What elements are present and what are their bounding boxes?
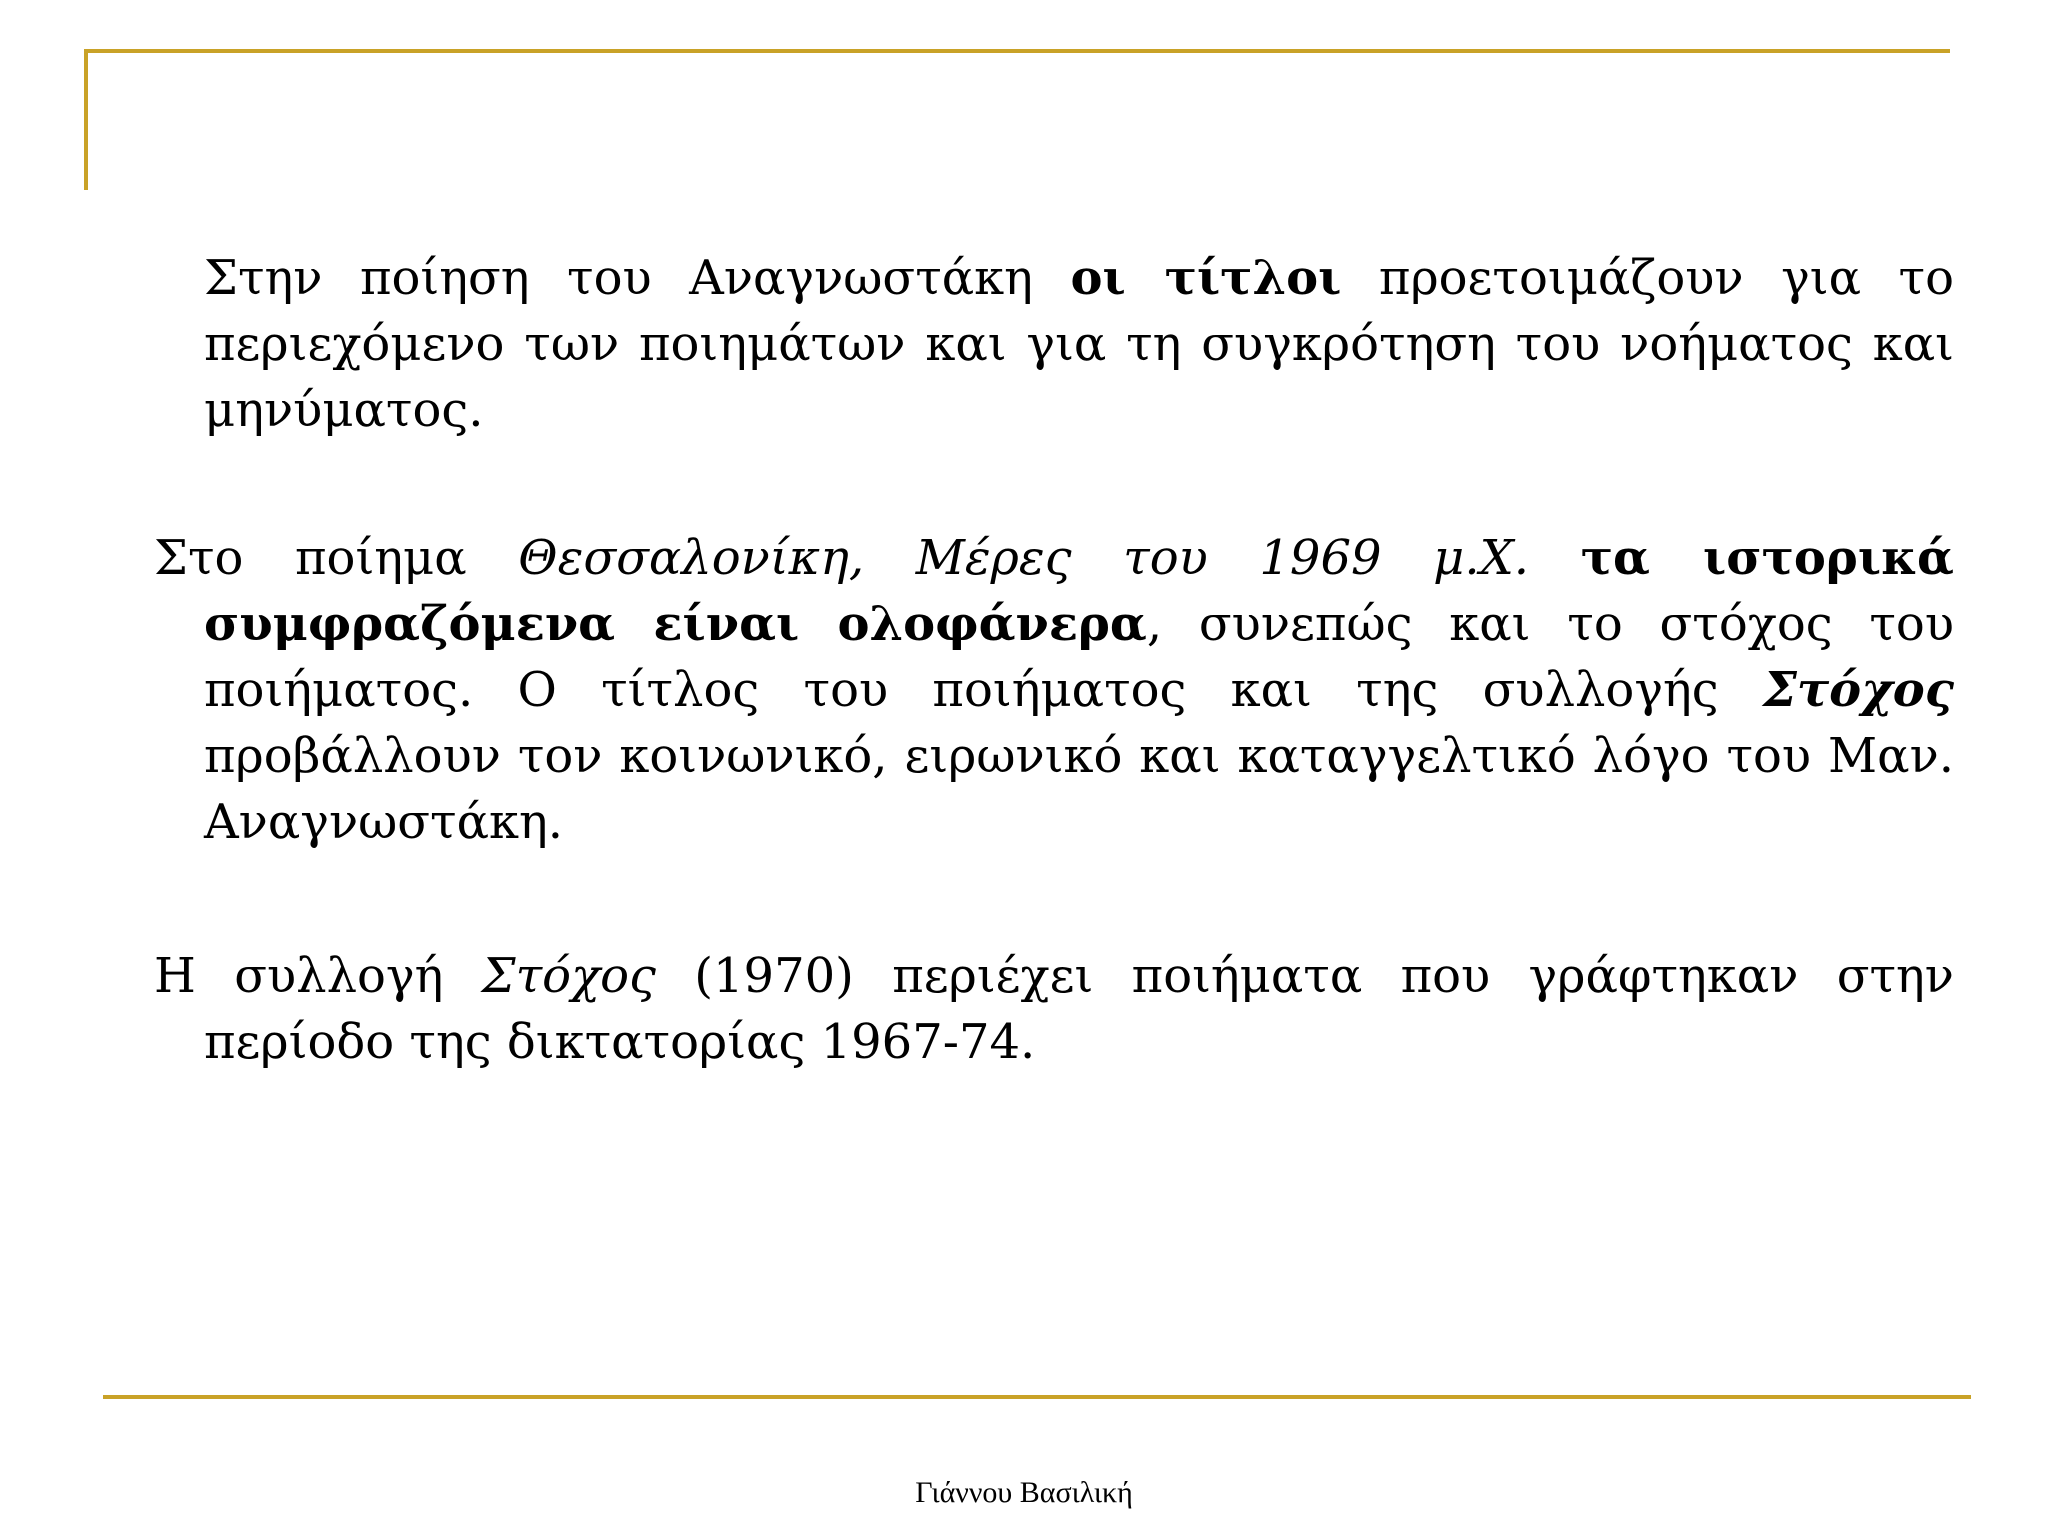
paragraph-2-segment-3	[1529, 530, 1581, 586]
slide-body	[154, 245, 1954, 1075]
footer-author: Γιάννου Βασιλική	[915, 1476, 1133, 1509]
paragraph-thessaloniki	[154, 525, 1954, 855]
paragraph-3-segment-3: (1970) περιέχει ποιήματα που γράφτηκαν στην περίοδο της δικτατορίας 1967-74.	[204, 948, 1954, 1070]
top-border-line	[84, 49, 1950, 53]
paragraph-2-emphasis-context: τα ιστορικά συμφραζόμενα είναι ολοφάνερα	[204, 530, 1954, 652]
collection-title-stochos: Στόχος	[481, 948, 656, 1004]
paragraph-1-emphasis-titles: οι τίτλοι	[1070, 250, 1342, 306]
bottom-border-line	[103, 1395, 1971, 1399]
poem-title-thessaloniki: Θεσσαλονίκη, Μέρες του 1969 μ.Χ.	[518, 530, 1530, 586]
paragraph-1-segment-3: προετοιμάζουν για το περιεχόμενο των ποιημάτων και για τη συγκρότηση του νοήματος και μηνύματος.	[204, 250, 1954, 438]
paragraph-collection	[154, 943, 1954, 1075]
paragraph-2-segment-7: προβάλλουν τον κοινωνικό, ειρωνικό και καταγγελτικό λόγο του Μαν. Αναγνωστάκη.	[204, 728, 1954, 850]
paragraph-3-segment-1: Η συλλογή	[154, 948, 482, 1004]
paragraph-titles	[154, 245, 1954, 443]
collection-title-stochos-emphasis: Στόχος	[1762, 662, 1954, 718]
paragraph-2-segment-5: , συνεπώς και το στόχος του ποιήματος. Ο τίτλος του ποιήματος και της συλλογής	[204, 596, 1955, 718]
left-border-line	[84, 49, 88, 190]
paragraph-2-segment-1: Στο ποίημα	[154, 530, 519, 586]
paragraph-1-segment-1: Στην ποίηση του Αναγνωστάκη	[204, 250, 1071, 306]
